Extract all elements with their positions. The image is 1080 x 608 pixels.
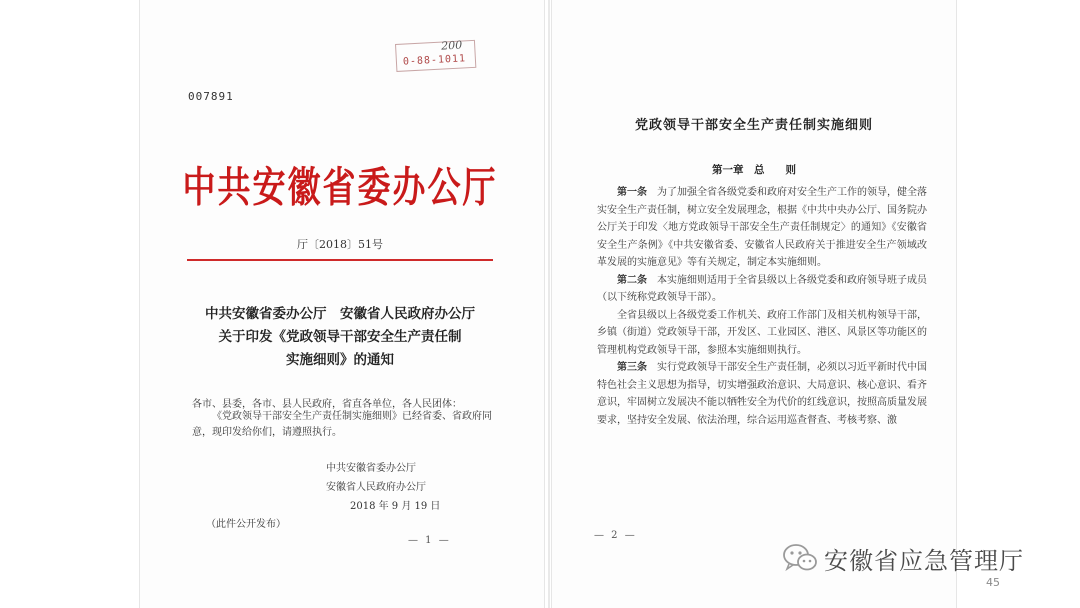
chapter-heading: 第一章 总 则 [712, 164, 796, 176]
document-page-2 [552, 0, 956, 608]
page-number: — 1 — [408, 535, 451, 546]
rules-body [597, 184, 927, 429]
article-text: 本实施细则适用于全省县级以上各级党委和政府领导班子成员（以下统称党政领导干部）。 [597, 274, 927, 303]
red-rule [187, 259, 493, 261]
signatory: 中共安徽省委办公厅 [326, 463, 416, 474]
article-label: 第一条 [617, 187, 647, 198]
article-label: 第三条 [617, 362, 647, 373]
article-text: 全省县级以上各级党委工作机关、政府工作部门及相关机构领导干部，乡镇（街道）党政领导干部，开发区、工业园区、港区、风景区等功能区的管理机构党政领导干部，参照本实施细则执行。 [597, 309, 927, 356]
article-paragraph [597, 307, 927, 360]
account-watermark [782, 541, 1024, 575]
notice-title-line: 实施细则》的通知 [286, 352, 394, 368]
article-paragraph [597, 184, 927, 272]
page-number: — 2 — [594, 530, 637, 541]
notice-body: 《党政领导干部安全生产责任制实施细则》已经省委、省政府同意，现印发给你们，请遵照执行。 [192, 411, 492, 438]
stamp-date: 0-88-1011 [402, 53, 467, 68]
notice-title-line: 关于印发《党政领导干部安全生产责任制 [218, 329, 462, 345]
issuer-masthead: 中共安徽省委办公厅 [182, 162, 498, 212]
document-reference: 厅〔2018〕51号 [297, 238, 383, 251]
rules-title: 党政领导干部安全生产责任制实施细则 [634, 118, 873, 133]
article-text: 为了加强全省各级党委和政府对安全生产工作的领导，健全落实安全生产责任制，树立安全发展理念，根据《中共中央办公厅、国务院办公厅关于印发〈地方党政领导干部安全生产责任制规定〉的通知》《安徽省安全生产条例》《中共安徽省委、安徽省人民政府关于推进安全生产领域改革发展的实施意见》等有关规定，制定本实施细则。 [597, 187, 927, 268]
article-paragraph [597, 359, 927, 429]
signatory: 安徽省人民政府办公厅 [326, 482, 426, 493]
receipt-stamp [395, 40, 476, 72]
slide-number: 45 [986, 576, 1000, 589]
notice-title [140, 303, 540, 372]
notice-title-line: 中共安徽省委办公厅 安徽省人民政府办公厅 [205, 306, 475, 322]
article-label: 第二条 [617, 274, 647, 286]
document-page-1 [140, 0, 544, 608]
article-paragraph [597, 272, 927, 307]
doc-serial-number: 007891 [188, 90, 234, 103]
wechat-icon [782, 542, 818, 574]
issue-date: 2018 年 9 月 19 日 [350, 501, 441, 512]
addressee: 各市、县委，各市、县人民政府，省直各单位，各人民团体： [192, 399, 462, 410]
account-name: 安徽省应急管理厅 [824, 546, 1024, 575]
stamp-handwriting: 200 [440, 38, 463, 53]
publication-note: （此件公开发布） [206, 519, 286, 530]
article-text: 实行党政领导干部安全生产责任制，必须以习近平新时代中国特色社会主义思想为指导，切实增强政治意识、大局意识、核心意识、看齐意识，牢固树立发展决不能以牺牲安全为代价的红线意识，按照高质量发展要求，坚持安全发展、依法治理，综合运用巡查督查、考核考察、激 [597, 362, 927, 426]
page-fold [548, 0, 550, 608]
